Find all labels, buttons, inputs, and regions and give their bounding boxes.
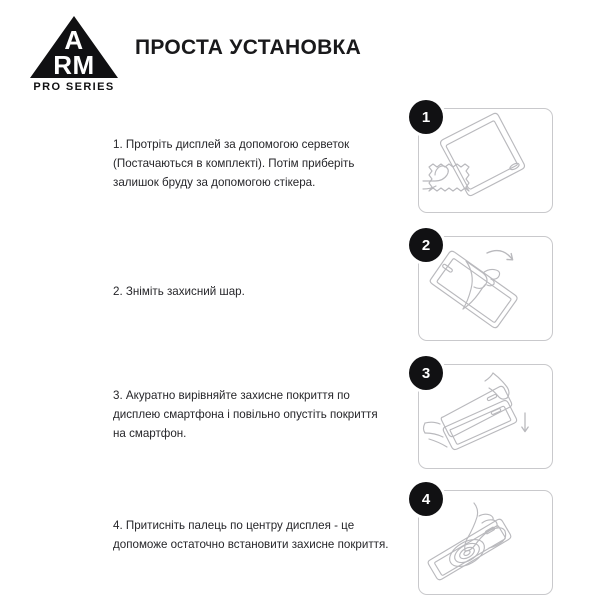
step-text-2: 2. Зніміть захисний шар. bbox=[113, 285, 245, 298]
step-badge-4 bbox=[406, 479, 446, 519]
step-badge-3-number: 3 bbox=[409, 356, 443, 390]
step-panel-1 bbox=[418, 108, 553, 213]
step-badge-4-number: 4 bbox=[409, 482, 443, 516]
step-panel-4 bbox=[418, 490, 553, 595]
svg-text:RM: RM bbox=[53, 50, 95, 80]
step-badge-1 bbox=[406, 97, 446, 137]
step-text-1: 1. Протріть дисплей за допомогою серветок (Постачаються в комплекті). Потім приберіть залишок бруду за допомогою стікера. bbox=[113, 138, 355, 189]
svg-text:PRO SERIES: PRO SERIES bbox=[33, 81, 115, 93]
step-badge-2-number: 2 bbox=[409, 228, 443, 262]
illustration-panels bbox=[400, 90, 600, 600]
step-panel-2 bbox=[418, 236, 553, 341]
step-panel-3 bbox=[418, 364, 553, 469]
svg-text:A: A bbox=[64, 25, 84, 55]
step-badge-1-number: 1 bbox=[409, 100, 443, 134]
step-text-3: 3. Акуратно вирівняйте захисне покриття по дисплею смартфона і повільно опустіть покриття на смартфон. bbox=[113, 389, 378, 440]
step-text-4: 4. Притисніть палець по центру дисплея - це допоможе остаточно встановити захисне покриття. bbox=[113, 519, 389, 551]
step-badge-3 bbox=[406, 353, 446, 393]
step-badge-2 bbox=[406, 225, 446, 265]
page-title: ПРОСТА УСТАНОВКА bbox=[135, 36, 362, 59]
